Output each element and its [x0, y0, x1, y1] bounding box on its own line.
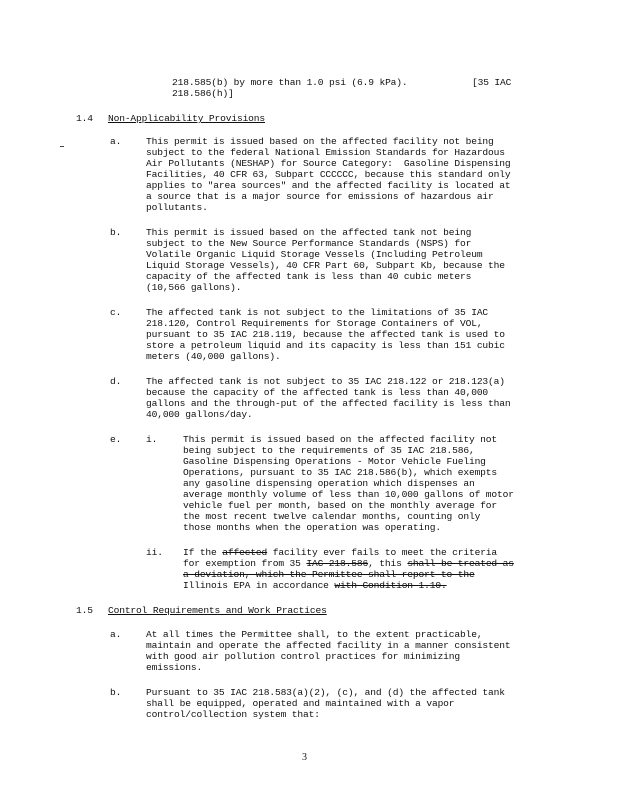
para-1-4-a-line: Air Pollutants (NESHAP) for Source Category: Gasoline Dispensing [146, 158, 511, 169]
section-number-1-5: 1.5 [76, 605, 93, 616]
para-1-4-a-line: This permit is issued based on the affected facility not being [146, 136, 494, 147]
para-1-5-a-line: At all times the Permittee shall, to the extent practicable, [146, 629, 483, 640]
para-1-4-e-ii-line-4 [183, 580, 447, 591]
para-1-4-e-ii-line-3 [183, 569, 475, 580]
para-1-4-d-line: 40,000 gallons/day. [146, 409, 253, 420]
para-1-4-e-i-line: average monthly volume of less than 10,000 gallons of motor [183, 489, 514, 500]
struck-text: a deviation, which the Permittee shall report to the [183, 569, 475, 580]
para-1-4-b-line: capacity of the affected tank is less than 40 cubic meters [146, 271, 472, 282]
item-label-b: b. [110, 227, 122, 238]
text-run: Illinois EPA in accordance [183, 580, 329, 591]
item-label-a: a. [110, 629, 122, 640]
para-1-4-c-line: pursuant to 35 IAC 218.119, because the affected tank is used to [146, 329, 505, 340]
text-run: facility ever fails to meet the criteria [272, 547, 498, 558]
text-run: , this [368, 558, 402, 569]
para-1-4-e-ii-line-2 [183, 558, 514, 569]
item-label-d: d. [110, 376, 122, 387]
para-1-4-b-line: (10,566 gallons). [146, 282, 242, 293]
carryover-citation: [35 IAC [472, 77, 512, 88]
para-1-4-e-i-line: the most recent twelve calendar months, counting only [183, 511, 481, 522]
text-run: If the [183, 547, 217, 558]
item-label-c: c. [110, 307, 122, 318]
text-run: for exemption from 35 [183, 558, 301, 569]
para-1-4-a-line: pollutants. [146, 202, 208, 213]
para-1-5-b-line: Pursuant to 35 IAC 218.583(a)(2), (c), and (d) the affected tank [146, 687, 505, 698]
page-number: 3 [302, 752, 307, 763]
para-1-4-e-i-line: those months when the operation was operating. [183, 522, 441, 533]
subitem-label-ii: ii. [146, 547, 163, 558]
para-1-4-a-line: Facilities, 40 CFR 63, Subpart CCCCCC, because this standard only [146, 169, 511, 180]
margin-mark [60, 146, 64, 147]
para-1-5-a-line: maintain and operate the affected facility in a manner consistent [146, 640, 511, 651]
para-1-5-b-line: control/collection system that: [146, 709, 320, 720]
para-1-5-a-line: with good air pollution control practices for minimizing [146, 651, 461, 662]
carryover-line-2: 218.586(h)] [172, 88, 234, 99]
para-1-4-e-i-line: This permit is issued based on the affected facility not [183, 434, 498, 445]
para-1-4-d-line: gallons and the through-put of the affected facility is less than [146, 398, 511, 409]
subitem-label-i: i. [146, 434, 158, 445]
para-1-4-c-line: meters (40,000 gallons). [146, 351, 281, 362]
para-1-4-b-line: Volatile Organic Liquid Storage Vessels (Including Petroleum [146, 249, 483, 260]
para-1-5-b-line: shall be equipped, operated and maintained with a vapor [146, 698, 455, 709]
para-1-4-d-line: The affected tank is not subject to 35 IAC 218.122 or 218.123(a) [146, 376, 505, 387]
para-1-4-e-i-line: Operations, pursuant to 35 IAC 218.586(b), which exempts [183, 467, 498, 478]
struck-text: affected [222, 547, 268, 558]
struck-text: with Condition 1.10. [334, 580, 447, 591]
item-label-a: a. [110, 136, 122, 147]
item-label-b: b. [110, 687, 122, 698]
para-1-4-c-line: 218.120, Control Requirements for Storage Containers of VOL, [146, 318, 483, 329]
para-1-4-b-line: subject to the New Source Performance Standards (NSPS) for [146, 238, 472, 249]
struck-text: shall be treated as [407, 558, 514, 569]
para-1-4-e-i-line: Gasoline Dispensing Operations - Motor Vehicle Fueling [183, 456, 486, 467]
para-1-4-a-line: applies to "area sources" and the affected facility is located at [146, 180, 511, 191]
para-1-4-c-line: The affected tank is not subject to the limitations of 35 IAC [146, 307, 489, 318]
para-1-4-e-i-line: vehicle fuel per month, based on the monthly average for [183, 500, 498, 511]
para-1-4-e-ii-line-1 [183, 547, 497, 558]
section-title-1-5: Control Requirements and Work Practices [108, 605, 327, 616]
para-1-5-a-line: emissions. [146, 662, 203, 673]
para-1-4-a-line: a source that is a major source for emissions of hazardous air [146, 191, 494, 202]
para-1-4-e-i-line: being subject to the requirements of 35 IAC 218.586, [183, 445, 475, 456]
item-label-e: e. [110, 434, 122, 445]
para-1-4-b-line: Liquid Storage Vessels), 40 CFR Part 60, Subpart Kb, because the [146, 260, 505, 271]
carryover-line-1: 218.585(b) by more than 1.0 psi (6.9 kPa). [172, 77, 408, 88]
section-title-1-4: Non-Applicability Provisions [108, 113, 266, 124]
section-number-1-4: 1.4 [76, 113, 93, 124]
para-1-4-e-i-line: any gasoline dispensing operation which dispenses an [183, 478, 475, 489]
para-1-4-c-line: store a petroleum liquid and its capacity is less than 151 cubic [146, 340, 505, 351]
para-1-4-b-line: This permit is issued based on the affected tank not being [146, 227, 472, 238]
para-1-4-d-line: because the capacity of the affected tank is less than 40,000 [146, 387, 489, 398]
struck-text: IAC 218.586 [306, 558, 369, 569]
para-1-4-a-line: subject to the federal National Emission Standards for Hazardous [146, 147, 505, 158]
